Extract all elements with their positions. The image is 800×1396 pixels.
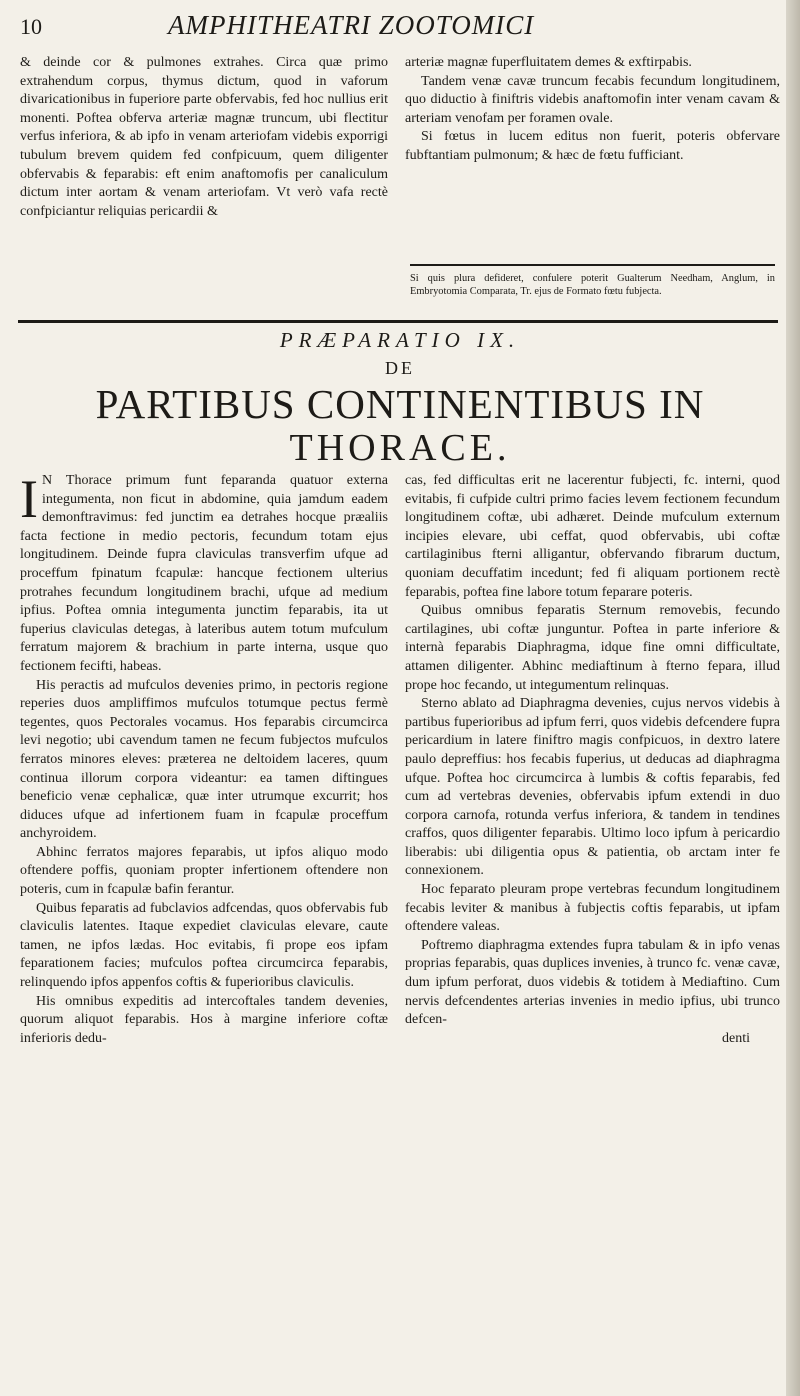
footnote: Si quis plura defideret, confulere poterit Gualterum Needham, Anglum, in Embryotomia Comparata, Tr. ejus de Formato fœtu fubjecta. xyxy=(410,264,775,298)
top-left-paragraph: & deinde cor & pulmones extrahes. Circa quæ primo extrahendum corpus, thymus dictum, quod in vaforum divaricationibus in fuperiore parte obfervabis, fed hoc nullius erit monenti. Poftea obferva arteriæ magnæ truncum, ubi flectitur verfus inferiora, & ab ipfo in venam arteriofam videbis exporrigi tubulum brevem quidem fed confpicuum, quem diligenter obfervabis & feparabis: eft enim anaftomofis per canaliculum dictum inter aortam & venam arteriofam. Vt verò vafa rectè confpiciantur reliquias pericardii & xyxy=(20,55,388,219)
top-right-paragraph-2: Tandem venæ cavæ truncum fecabis fecundum longitudinem, quo diductio à finiftris videbis anaftomofin inter venam cavam & arteriam venofam per foramen ovale. xyxy=(405,73,780,126)
section-number: PRÆPARATIO IX. xyxy=(279,328,521,352)
page-header xyxy=(18,8,778,48)
main-right-paragraph-3: Sterno ablato ad Diaphragma devenies, cujus nervos videbis à partibus fuperioribus ad ipfum ferri, quos videbis defcendere fupra pericardium in latere finiftro magis confpicuos, in dextro latere paulo depreffius: hos fecabis fuperius, ut deducas ad diaphragma ufque. Poftea hoc circumcirca à lumbis & coftis feparabis, fed cum ad vertebras devenies, obfervabis ipfum extendi in duo corpora carnofa, rotunda verfus inferiora, & tandem in tendines craffos, quos diligenter feparabis. Ultimo loco ipfum à pericardio liberabis: ubi diligentia opus & patientia, ob arctam inter fe connexionem. xyxy=(405,696,780,879)
top-left-column xyxy=(20,54,388,221)
page-number: 10 xyxy=(20,14,42,39)
section-title: PARTIBUS CONTINENTIBUS IN xyxy=(95,381,705,427)
main-right-paragraph-5: Poftremo diaphragma extendes fupra tabulam & in ipfo venas proprias feparabis, quas duplices invenies, à trunco fc. venæ cavæ, dum ipfum perforat, duos videbis & totidem à Mediaftino. Cum nervis defcendentes arterias invenies in medio ipfius, ubi trunco defcen- xyxy=(405,937,780,1028)
main-left-column xyxy=(20,469,388,1048)
catchword: denti xyxy=(722,1030,750,1046)
main-left-paragraph-3: Quibus feparatis ad fubclavios adfcendas, quos obfervabis fub claviculis latentes. Itaque expediet claviculas elevare, caute tamen, ne ipfos lædas. Hoc evitabis, fi prope eos ipfam feparationem facies; mufculos poftea circumcirca feparabis, relinquendo ipfos appenfos coftis & fuperioribus claviculis. xyxy=(20,900,388,991)
section-de: DE xyxy=(385,358,415,378)
top-right-paragraph-3: Si fœtus in lucem editus non fuerit, poteris obfervare fubftantiam pulmonum; & hæc de fœtu fufficiant. xyxy=(405,129,780,163)
main-left-paragraph-4: His omnibus expeditis ad intercoftales tandem devenies, quorum aliquot feparabis. Hos à margine inferiore coftæ inferioris dedu- xyxy=(20,993,388,1046)
section-rule xyxy=(18,320,778,323)
top-right-column xyxy=(405,54,780,166)
main-right-paragraph-4: Hoc feparato pleuram prope vertebras fecundum longitudinem fecabis leviter & manibus à fubjectis coftis feparabis, ut ipfam oftendere valeas. xyxy=(405,882,780,935)
facing-page-edge xyxy=(786,0,800,1396)
top-right-paragraph-1: arteriæ magnæ fuperfluitatem demes & exftirpabis. xyxy=(405,55,692,70)
first-paragraph-text: N Thorace primum funt feparanda quatuor externa integumenta, non ficut in abdomine, quia jamdum eadem demonftravimus: fed junctim ea detrahes hocque præaliis facta fectione in medio pectoris, fecundum totam ejus longitudinem. Deinde fupra claviculas transverfim ufque ad proceffum fpinatum fcapulæ: hancque fectionem ulterius protrahes fecundum longitudinem brachi, ufque ad medium ipfius. Poftea omnia integumenta junctim feparabis, ita ut fuperius claviculas detegas, à lateribus autem totum mufculum ferratum majorem & brachium in parte interna, usque quo fectionem fecifti, habeas. xyxy=(20,473,388,674)
main-left-first-paragraph xyxy=(20,469,388,677)
main-right-paragraph-1: cas, fed difficultas erit ne lacerentur fubjecti, fc. interni, quod evitabis, fi cufpide cultri primo facies levem fectionem fecundum longitudinem coftæ, ubi adhæret. Deinde mufculum externum incipies elevare, ubi ceffat, quod obfervabis, ubi coftæ cartilaginibus fterni alligantur, obfervando fibrarum ductum, quoniam decuffatim incedunt; fed fi aliquam portionem rectè feparabis, poftea fine labore totum feparare poteris. xyxy=(405,473,780,600)
main-left-paragraph-1: His peractis ad mufculos devenies primo, in pectoris regione reperies duos ampliffimos mufculos totumque pectus fermè tegentes, quos Pectorales vocamus. Hos feparabis circumcirca levi negotio; ubi cavendum tamen ne fecum fubjectos mufculos ferratos minores eleves: præterea ne deltoidem laceres, quum continua illorum corpora videantur: ea tamen diftingues beneficio venæ cephalicæ, quæ inter utrumque excurrit; hos diduces ufque ad infertionem fuam in fcapulæ proceffum anchyroidem. xyxy=(20,677,388,842)
running-head: AMPHITHEATRI ZOOTOMICI xyxy=(168,10,535,40)
main-right-column xyxy=(405,472,780,1048)
main-right-paragraph-2: Quibus omnibus feparatis Sternum removebis, fecundo cartilagines, ubi coftæ junguntur. Poftea in parte inferiore & internà feparabis Diaphragma, idque fine omni difficultate, attamen diligenter. Abhinc mediaftinum à fterno fepara, illud prope hoc fecando, ut integumentum relinquas. xyxy=(405,603,780,693)
section-subtitle: THORACE. xyxy=(289,427,511,469)
main-left-paragraph-2: Abhinc ferratos majores feparabis, ut ipfos aliquo modo oftendere poffis, quoniam propter infertionem oftendere non poteris, cum in fcapulæ bafin ferantur. xyxy=(20,844,388,898)
drop-cap: I xyxy=(20,469,38,529)
